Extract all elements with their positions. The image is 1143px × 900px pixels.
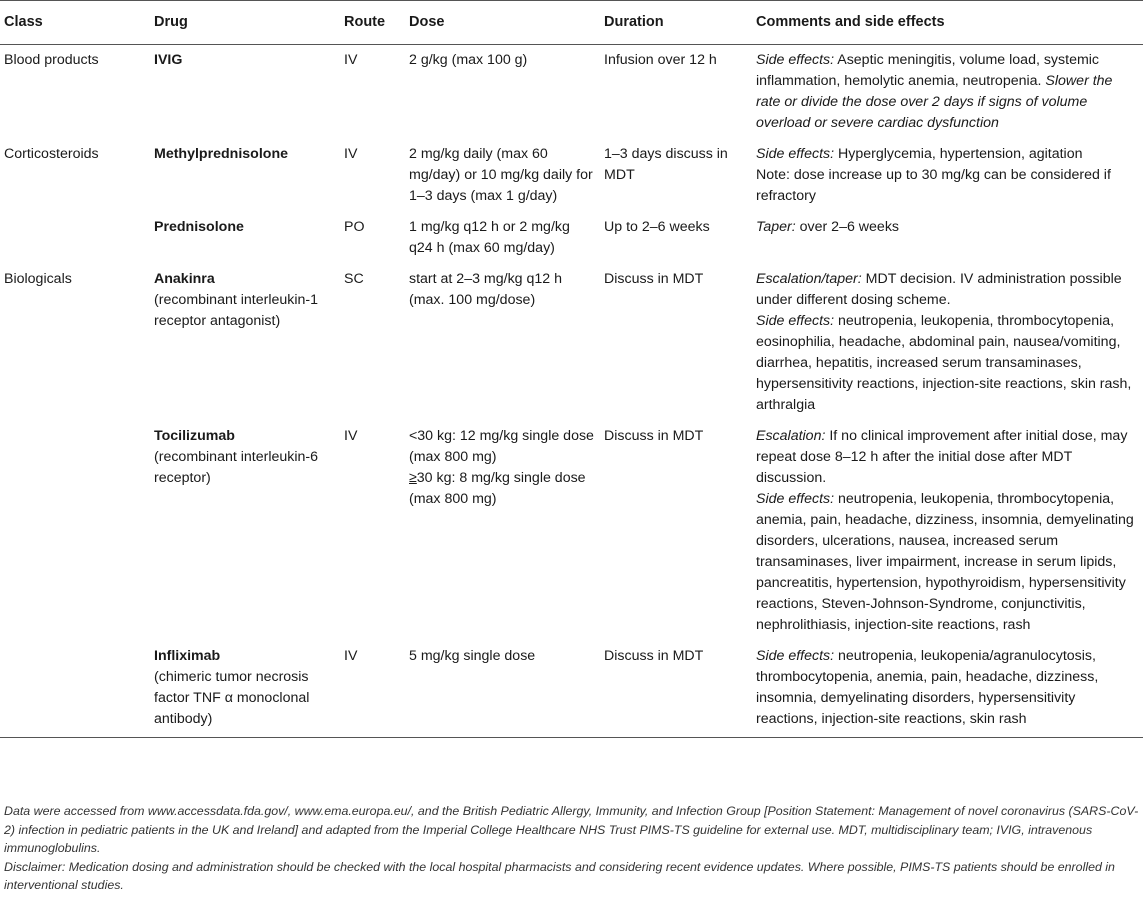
cell-drug <box>150 421 340 641</box>
header-comments: Comments and side effects <box>752 1 1143 45</box>
drug-name: Methylprednisolone <box>154 146 289 162</box>
comment-label: Escalation/taper: <box>756 271 862 287</box>
table-row <box>0 139 1143 212</box>
table-row <box>0 212 1143 264</box>
cell-comments <box>752 264 1143 421</box>
table-header-row <box>0 1 1143 45</box>
cell-drug <box>150 45 340 140</box>
cell-comments <box>752 212 1143 264</box>
cell-comments <box>752 139 1143 212</box>
footnote-disclaimer: Disclaimer: Medication dosing and administration should be checked with the local hospital pharmacists and considering recent evidence updates. Where possible, PIMS-TS patients should be enrolled in interventional studies. <box>4 859 1115 892</box>
table-row <box>0 421 1143 641</box>
comment-text: Hyperglycemia, hypertension, agitation <box>834 146 1083 162</box>
comment-text: MDT decision. IV administration possible under different dosing scheme. <box>756 271 1122 308</box>
cell-duration: 1–3 days discuss in MDT <box>604 146 728 183</box>
cell-duration: Up to 2–6 weeks <box>604 219 710 235</box>
comment-italic: Slower the rate or divide the dose over 2 days if signs of volume overload or severe cardiac dysfunction <box>756 73 1113 131</box>
cell-dose: 1 mg/kg q12 h or 2 mg/kg q24 h (max 60 mg/day) <box>409 219 570 256</box>
cell-route: IV <box>344 428 358 444</box>
cell-route: IV <box>344 52 358 68</box>
drug-description: (recombinant interleukin-1 receptor antagonist) <box>154 292 319 329</box>
cell-class: Corticosteroids <box>4 146 99 162</box>
comment-text: Aseptic meningitis, volume load, systemic inflammation, hemolytic anemia, neutropenia. <box>756 52 1100 89</box>
cell-drug <box>150 264 340 421</box>
header-class: Class <box>0 1 150 45</box>
comment-text: neutropenia, leukopenia, thrombocytopenia, anemia, pain, headache, dizziness, insomnia, demyelinating disorders, ulcerations, nausea, increased serum transaminases, liver impairment, increase in serum lipids, pancreatitis, hypertension, hypothyroidism, hypersensitivity reactions, Steven-Johnson-Syndrome, conjunctivitis, nephrolithiasis, injection-site reactions, rash <box>756 491 1134 633</box>
cell-dose: 2 g/kg (max 100 g) <box>409 52 528 68</box>
comment-label: Side effects: <box>756 146 835 162</box>
drug-name: IVIG <box>154 52 183 68</box>
cell-dose: 2 mg/kg daily (max 60 mg/day) or 10 mg/kg daily for 1–3 days (max 1 g/day) <box>409 146 593 204</box>
table-footnotes <box>4 802 1140 895</box>
cell-duration: Discuss in MDT <box>604 271 704 287</box>
cell-route: IV <box>340 641 405 738</box>
cell-dose: start at 2–3 mg/kg q12 h (max. 100 mg/dose) <box>409 271 563 308</box>
comment-note: Note: dose increase up to 30 mg/kg can be considered if refractory <box>756 167 1111 204</box>
table-row <box>0 45 1143 140</box>
header-dose: Dose <box>405 1 600 45</box>
cell-class: Blood products <box>4 52 99 68</box>
comment-text: If no clinical improvement after initial dose, may repeat dose 8–12 h after the initial dose after MDT discussion. <box>756 428 1128 486</box>
header-duration: Duration <box>600 1 752 45</box>
dose-line: 30 kg: 8 mg/kg single dose (max 800 mg) <box>409 470 586 507</box>
cell-route: SC <box>344 271 364 287</box>
header-route: Route <box>340 1 405 45</box>
cell-duration: Discuss in MDT <box>604 428 704 444</box>
cell-class <box>0 212 150 264</box>
cell-route: PO <box>344 219 365 235</box>
footnote-sources: Data were accessed from www.accessdata.fda.gov/, www.ema.europa.eu/, and the British Pediatric Allergy, Immunity, and Infection Group [Position Statement: Management of novel coronavirus (SARS-CoV-2) infection in pediatric patients in the UK and Ireland] and adapted from the Imperial College Healthcare NHS Trust PIMS-TS guideline for external use. MDT, multidisciplinary team; IVIG, intravenous immunoglobulins. <box>4 804 1139 855</box>
dose-line: <30 kg: 12 mg/kg single dose (max 800 mg) <box>409 428 594 465</box>
cell-route: IV <box>344 146 358 162</box>
comment-label: Side effects: <box>756 491 835 507</box>
cell-drug <box>150 641 340 738</box>
cell-class <box>0 641 150 738</box>
comment-label: Side effects: <box>756 313 835 329</box>
drug-description: (recombinant interleukin-6 receptor) <box>154 449 319 486</box>
table-row <box>0 641 1143 738</box>
table-row <box>0 264 1143 421</box>
header-drug: Drug <box>150 1 340 45</box>
drug-name: Prednisolone <box>154 219 244 235</box>
cell-class: Biologicals <box>4 271 72 287</box>
cell-drug <box>150 139 340 212</box>
cell-class <box>0 421 150 641</box>
cell-dose: 5 mg/kg single dose <box>405 641 600 738</box>
cell-comments <box>752 421 1143 641</box>
comment-label: Taper: <box>756 219 796 235</box>
cell-dose <box>405 421 600 641</box>
cell-duration: Infusion over 12 h <box>604 52 717 68</box>
drug-name: Infliximab <box>154 648 221 664</box>
cell-drug <box>150 212 340 264</box>
drug-description: (chimeric tumor necrosis factor TNF α monoclonal antibody) <box>154 669 310 727</box>
cell-comments <box>752 641 1143 738</box>
comment-text: neutropenia, leukopenia/agranulocytosis, thrombocytopenia, anemia, pain, headache, dizziness, insomnia, demyelinating disorders, hypersensitivity reactions, injection-site reactions, skin rash <box>756 648 1099 727</box>
comment-label: Side effects: <box>756 52 835 68</box>
cell-duration: Discuss in MDT <box>600 641 752 738</box>
comment-text: neutropenia, leukopenia, thrombocytopenia, eosinophilia, headache, abdominal pain, nausea/vomiting, diarrhea, hepatitis, increased serum transaminases, hypersensitivity reactions, injection-site reactions, skin rash, arthralgia <box>756 313 1132 413</box>
drug-name: Anakinra <box>154 271 215 287</box>
cell-comments <box>752 45 1143 140</box>
drug-name: Tocilizumab <box>154 428 235 444</box>
comment-label: Escalation: <box>756 428 826 444</box>
comment-label: Side effects: <box>756 648 835 664</box>
comment-text: over 2–6 weeks <box>795 219 900 235</box>
dose-symbol: ≥ <box>409 470 417 486</box>
